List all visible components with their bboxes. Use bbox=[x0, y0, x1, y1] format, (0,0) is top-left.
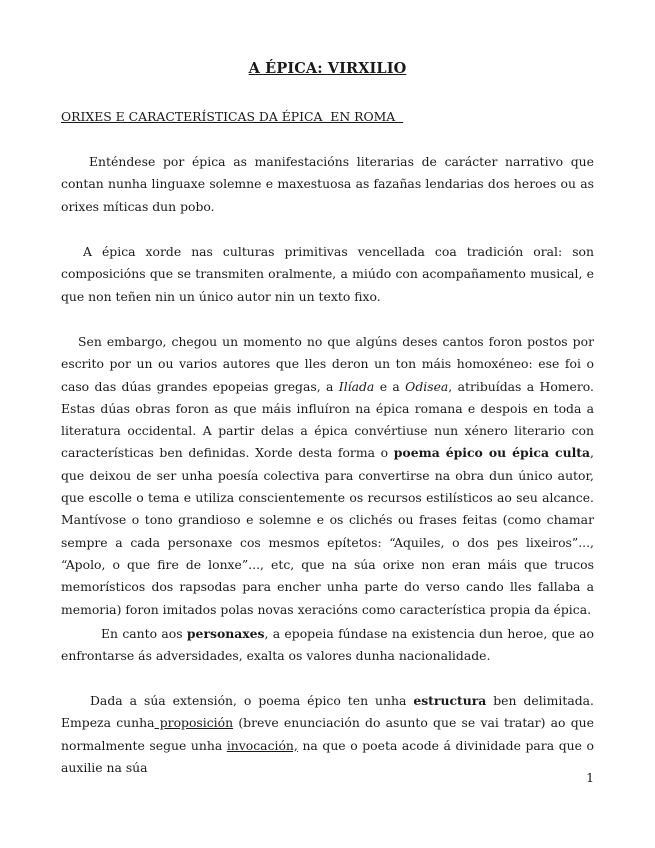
term-structure: estructura bbox=[413, 693, 487, 708]
paragraph-history bbox=[61, 331, 594, 621]
paragraph-text: Enténdese por épica as manifestacións literarias de carácter narrativo que contan nunha linguaxe solemne e maxestuosa as fazañas lendarias dos heroes ou as orixes míticas dun pobo. bbox=[61, 154, 594, 214]
paragraph-text: (breve enunciación do asunto que se vai tratar) ao que normalmente segue unha bbox=[61, 715, 594, 753]
work-title-odyssey: Odisea bbox=[405, 378, 449, 394]
work-title-iliad: Ilíada bbox=[338, 378, 375, 394]
term-characters: personaxes bbox=[186, 626, 265, 641]
paragraph-characters bbox=[61, 623, 594, 668]
paragraph-text: na que o poeta acode á divinidade para que o auxilie na súa bbox=[61, 737, 594, 775]
document-page bbox=[61, 0, 594, 848]
term-proposition: proposición bbox=[154, 715, 234, 731]
page-number: 1 bbox=[586, 770, 594, 785]
term-invocation: invocación, bbox=[226, 737, 298, 753]
paragraph-definition bbox=[61, 151, 594, 218]
paragraph-text: , que deixou de ser unha poesía colectiva para convertirse na obra dun único autor, que escolle o tema e utiliza conscientemente os recursos estilísticos ao seu alcance. Mantívose o tono grandioso e solemne e os clichés ou frases feitas (como chamar sempre a cada personaxe cos mesmos epítetos: “Aquiles, o dos pes lixeiros”..., “Apolo, o que fire de lonxe”..., etc, que na súa orixe non eran máis que trucos memorísticos dos rapsodas para encher unha parte do verso cando lles fallaba a memoria) foron imitados polas novas xeracións como característica propia da épica. bbox=[61, 445, 594, 617]
paragraph-text: En canto aos bbox=[101, 626, 187, 641]
paragraph-text: , a epopeia fúndase na existencia dun heroe, que ao enfrontarse ás adversidades, exalta os valores dunha nacionalidade. bbox=[61, 626, 594, 664]
paragraph-text: ben delimitada. Empeza cunha bbox=[61, 693, 594, 731]
paragraph-origin bbox=[61, 241, 594, 308]
paragraph-text: Dada a súa extensión, o poema épico ten unha bbox=[90, 693, 414, 708]
section-heading: ORIXES E CARACTERÍSTICAS DA ÉPICA EN ROMA bbox=[61, 109, 404, 124]
paragraph-text: A épica xorde nas culturas primitivas vencellada coa tradición oral: son composicións que se transmiten oralmente, a miúdo con acompañamento musical, e que non teñen nin un único autor nin un texto fixo. bbox=[61, 244, 594, 304]
paragraph-text: , atribuídas a Homero. Estas dúas obras foron as que máis influíron na épica romana e despois en toda a literatura occidental. A partir delas a épica convértiuse nun xénero literario con características ben definidas. Xorde desta forma o bbox=[61, 378, 594, 461]
paragraph-text: e a bbox=[374, 378, 406, 394]
paragraph-structure bbox=[61, 690, 594, 779]
term-epic-poem: poema épico ou épica culta bbox=[393, 445, 591, 461]
paragraph-text: Sen embargo, chegou un momento no que algúns deses cantos foron postos por escrito por un ou varios autores que lles deron un ton máis homoxéneo: ese foi o caso das dúas grandes epopeias gregas, a bbox=[61, 334, 594, 394]
document-title: A ÉPICA: VIRXILIO bbox=[248, 60, 407, 77]
